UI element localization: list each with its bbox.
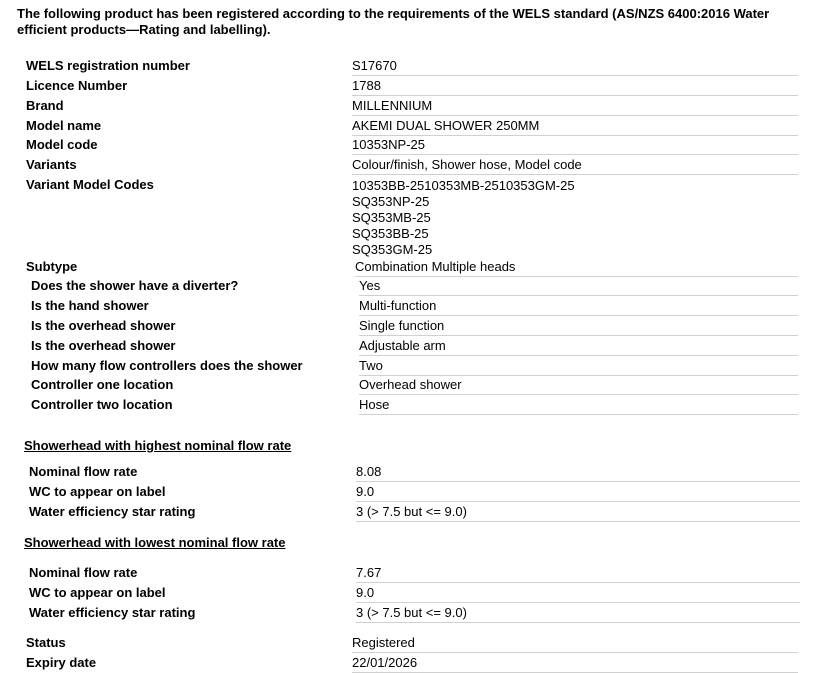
subtype-label: Subtype bbox=[26, 259, 78, 274]
overhead-2-value: Adjustable arm bbox=[359, 336, 798, 356]
overhead-1-label: Is the overhead shower bbox=[31, 318, 176, 333]
expiry-label: Expiry date bbox=[26, 655, 97, 670]
variant-code: SQ353MB-25 bbox=[352, 210, 431, 225]
model-code-label: Model code bbox=[26, 137, 98, 152]
variant-code: SQ353GM-25 bbox=[352, 242, 433, 257]
model-name-value: AKEMI DUAL SHOWER 250MM bbox=[352, 116, 798, 136]
intro-text: The following product has been registered according to the requirements of the WELS standard (AS/NZS 6400:2016 Water efficient products—Rating and labelling). bbox=[17, 6, 770, 37]
lowest-wc-label: WC to appear on label bbox=[29, 585, 166, 600]
controller-two-value: Hose bbox=[359, 395, 798, 415]
lowest-section-title: Showerhead with lowest nominal flow rate bbox=[24, 535, 286, 550]
lowest-wc-value: 9.0 bbox=[356, 583, 800, 603]
flow-controllers-value: Two bbox=[359, 356, 798, 376]
hand-shower-value: Multi-function bbox=[359, 296, 798, 316]
lowest-stars-label: Water efficiency star rating bbox=[29, 605, 196, 620]
controller-two-label: Controller two location bbox=[31, 397, 173, 412]
model-code-value: 10353NP-25 bbox=[352, 135, 798, 155]
highest-stars-value: 3 (> 7.5 but <= 9.0) bbox=[356, 502, 800, 522]
controller-one-value: Overhead shower bbox=[359, 375, 798, 395]
flow-controllers-label: How many flow controllers does the shower bbox=[31, 358, 303, 373]
variant-code: SQ353BB-25 bbox=[352, 226, 429, 241]
licence-value: 1788 bbox=[352, 76, 798, 96]
variant-code: 10353BB-2510353MB-2510353GM-25 bbox=[352, 178, 575, 193]
lowest-flow-label: Nominal flow rate bbox=[29, 565, 138, 580]
diverter-value: Yes bbox=[359, 276, 798, 296]
status-label: Status bbox=[26, 635, 66, 650]
variant-code: SQ353NP-25 bbox=[352, 194, 430, 209]
brand-label: Brand bbox=[26, 98, 64, 113]
registration-value: S17670 bbox=[352, 56, 798, 76]
status-value: Registered bbox=[352, 633, 798, 653]
variant-codes-label: Variant Model Codes bbox=[26, 177, 154, 192]
overhead-1-value: Single function bbox=[359, 316, 798, 336]
highest-section-title: Showerhead with highest nominal flow rate bbox=[24, 438, 292, 453]
highest-wc-label: WC to appear on label bbox=[29, 484, 166, 499]
licence-label: Licence Number bbox=[26, 78, 128, 93]
highest-wc-value: 9.0 bbox=[356, 482, 800, 502]
highest-stars-label: Water efficiency star rating bbox=[29, 504, 196, 519]
variants-value: Colour/finish, Shower hose, Model code bbox=[352, 155, 798, 175]
brand-value: MILLENNIUM bbox=[352, 96, 798, 116]
controller-one-label: Controller one location bbox=[31, 377, 174, 392]
diverter-label: Does the shower have a diverter? bbox=[31, 278, 239, 293]
registration-label: WELS registration number bbox=[26, 58, 190, 73]
variant-codes-list bbox=[352, 178, 798, 258]
highest-flow-label: Nominal flow rate bbox=[29, 464, 138, 479]
overhead-2-label: Is the overhead shower bbox=[31, 338, 176, 353]
model-name-label: Model name bbox=[26, 118, 102, 133]
lowest-stars-value: 3 (> 7.5 but <= 9.0) bbox=[356, 603, 800, 623]
lowest-flow-value: 7.67 bbox=[356, 563, 800, 583]
variants-label: Variants bbox=[26, 157, 77, 172]
expiry-value: 22/01/2026 bbox=[352, 653, 798, 673]
highest-flow-value: 8.08 bbox=[356, 462, 800, 482]
subtype-value: Combination Multiple heads bbox=[355, 257, 798, 277]
hand-shower-label: Is the hand shower bbox=[31, 298, 149, 313]
